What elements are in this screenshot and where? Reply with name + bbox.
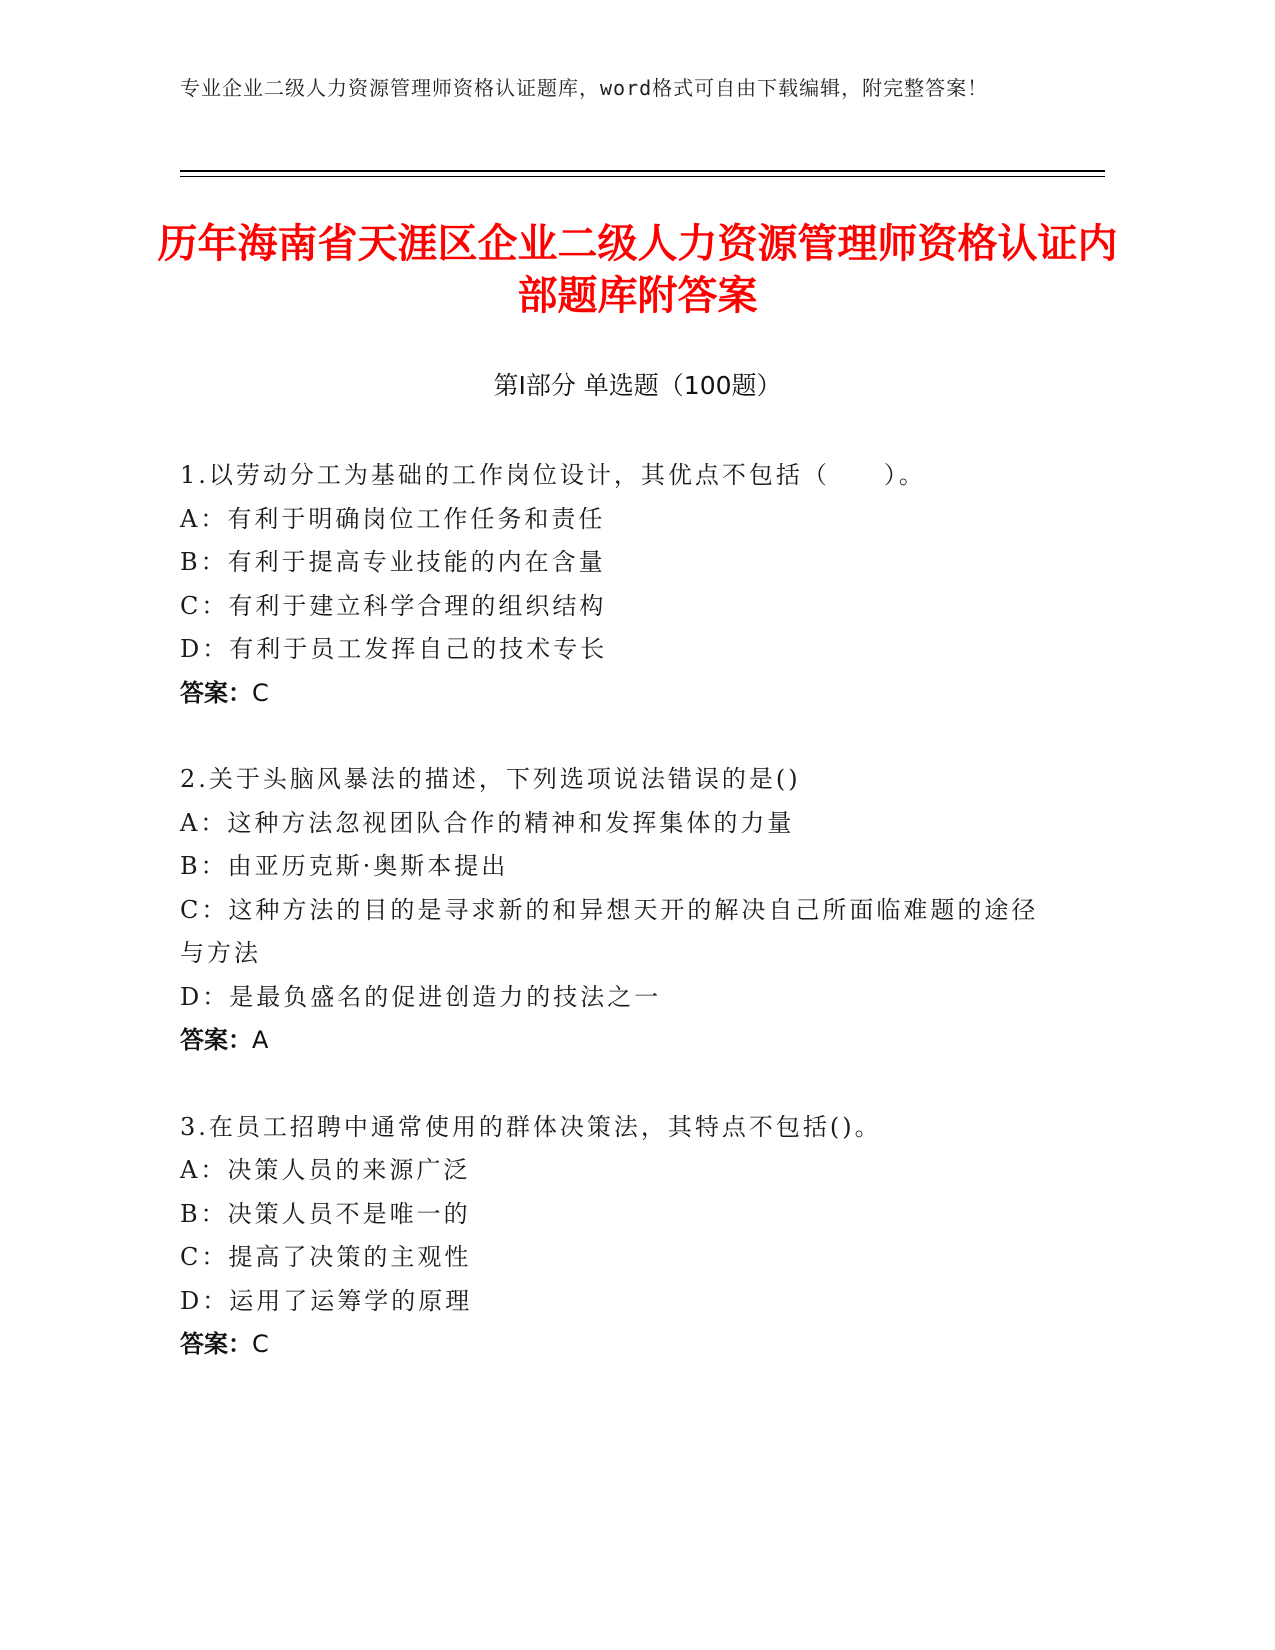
answer-line (180, 1019, 1050, 1063)
question-stem: 3.在员工招聘中通常使用的群体决策法，其特点不包括()。 (180, 1112, 882, 1141)
section-heading: 第Ⅰ部分 单选题（100题） (493, 371, 782, 400)
question-stem: 1.以劳动分工为基础的工作岗位设计，其优点不包括（ ）。 (180, 461, 926, 489)
option-b: B：有利于提高专业技能的内在含量 (180, 548, 606, 576)
answer-line (180, 1323, 1050, 1367)
answer-label: 答案： (180, 1330, 252, 1358)
answer-value: C (252, 1330, 269, 1358)
header-rule-thick (180, 170, 1105, 172)
answer-value: C (252, 678, 269, 707)
option-c: C：这种方法的目的是寻求新的和异想天开的解决自己所面临难题的途径与方法 (180, 895, 1039, 967)
answer-value: A (252, 1026, 269, 1054)
answer-line (180, 672, 1050, 716)
question-list (180, 454, 1050, 1410)
option-b: B：决策人员不是唯一的 (180, 1199, 471, 1228)
question-3 (180, 1106, 1050, 1367)
option-d: D：是最负盛名的促进创造力的技法之一 (180, 982, 662, 1011)
option-c: C：提高了决策的主观性 (180, 1243, 472, 1271)
header-rule-thin (180, 176, 1105, 177)
option-c: C：有利于建立科学合理的组织结构 (180, 591, 607, 620)
option-a: A：这种方法忽视团队合作的精神和发挥集体的力量 (180, 808, 795, 837)
option-d: D：运用了运筹学的原理 (180, 1286, 473, 1315)
option-b: B：由亚历克斯·奥斯本提出 (180, 852, 509, 880)
option-a: A：决策人员的来源广泛 (180, 1156, 471, 1184)
question-1 (180, 454, 1050, 715)
document-title: 历年海南省天涯区企业二级人力资源管理师资格认证内部题库附答案 (157, 221, 1118, 319)
answer-label: 答案： (180, 1026, 252, 1054)
answer-label: 答案： (180, 678, 252, 707)
question-stem: 2.关于头脑风暴法的描述，下列选项说法错误的是() (180, 765, 801, 793)
option-d: D：有利于员工发挥自己的技术专长 (180, 635, 608, 663)
option-a: A：有利于明确岗位工作任务和责任 (180, 504, 606, 533)
question-2 (180, 758, 1050, 1063)
header-note: 专业企业二级人力资源管理师资格认证题库，word格式可自由下载编辑，附完整答案！ (180, 76, 989, 100)
